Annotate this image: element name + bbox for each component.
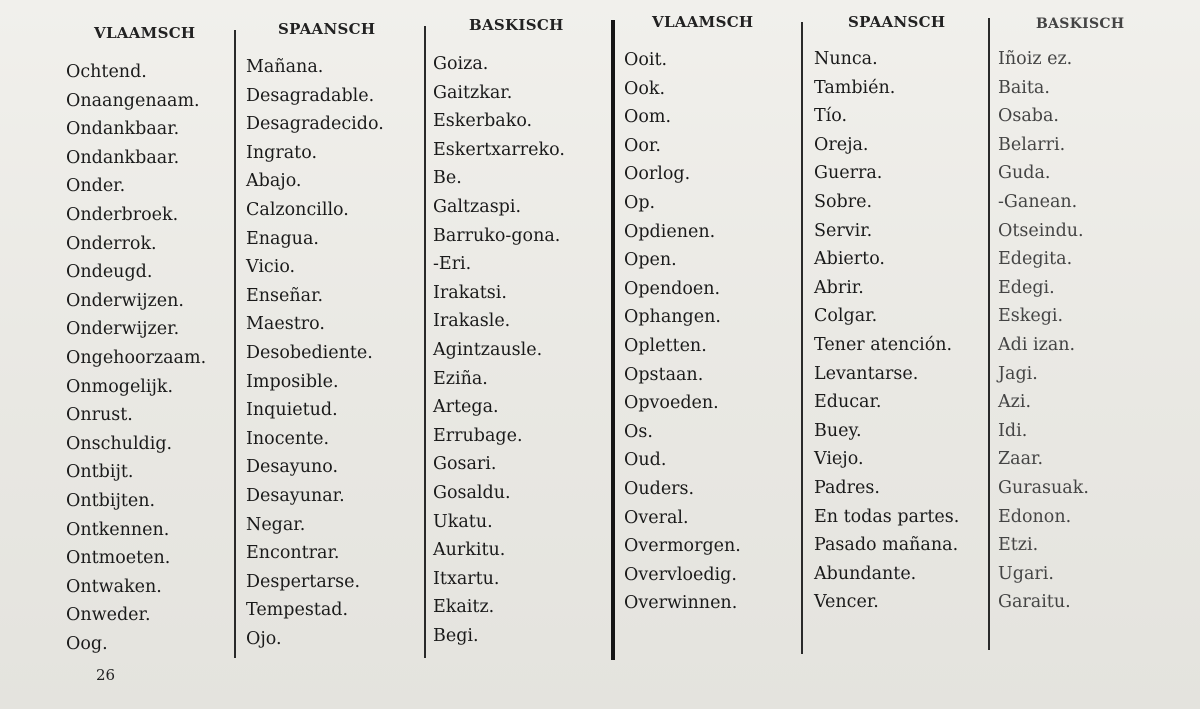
word-entry: Ekaitz. bbox=[433, 597, 495, 618]
word-entry: Onderbroek. bbox=[66, 204, 179, 225]
word-entry: Ondankbaar. bbox=[66, 119, 180, 140]
word-entry: También. bbox=[814, 77, 896, 98]
word-entry: Educar. bbox=[814, 392, 882, 413]
word-entry: Gaitzkar. bbox=[433, 82, 513, 103]
word-entry: Viejo. bbox=[814, 449, 864, 470]
word-entry: Ontwaken. bbox=[66, 576, 162, 597]
word-entry: Encontrar. bbox=[246, 543, 340, 564]
word-entry: Colgar. bbox=[814, 306, 878, 327]
word-entry: Zaar. bbox=[998, 449, 1044, 470]
word-entry: Oud. bbox=[624, 450, 667, 471]
word-entry: Barruko-gona. bbox=[433, 225, 561, 246]
word-entry: Opendoen. bbox=[624, 278, 721, 299]
word-entry: Ongehoorzaam. bbox=[66, 347, 207, 368]
word-entry: Be. bbox=[433, 168, 462, 189]
word-entry: Jagi. bbox=[998, 363, 1038, 384]
column-divider bbox=[988, 18, 990, 650]
word-entry: Ondeugd. bbox=[66, 262, 153, 283]
word-entry: Desagradecido. bbox=[246, 114, 384, 135]
column-divider bbox=[234, 30, 236, 658]
word-entry: Ingrato. bbox=[246, 142, 318, 163]
word-entry: Onderwijzer. bbox=[66, 319, 180, 340]
word-entry: Sobre. bbox=[814, 191, 873, 212]
word-entry: Begi. bbox=[433, 625, 479, 646]
word-entry: Op. bbox=[624, 192, 656, 213]
word-entry: Enagua. bbox=[246, 228, 319, 249]
word-entry: Errubage. bbox=[433, 425, 523, 446]
word-entry: Oreja. bbox=[814, 134, 869, 155]
column-header: VLAAMSCH bbox=[652, 13, 754, 31]
word-entry: Enseñar. bbox=[246, 285, 324, 306]
word-entry: Oog. bbox=[66, 633, 108, 654]
word-entry: Etzi. bbox=[998, 535, 1039, 556]
word-entry: Onderwijzen. bbox=[66, 290, 184, 311]
word-entry: Ophangen. bbox=[624, 307, 721, 328]
column-header: BASKISCH bbox=[1036, 16, 1125, 32]
word-entry: Ojo. bbox=[246, 628, 282, 649]
word-entry: Desobediente. bbox=[246, 342, 373, 363]
word-entry: Guerra. bbox=[814, 163, 883, 184]
word-entry: Onderrok. bbox=[66, 233, 157, 254]
word-entry: Despertarse. bbox=[246, 571, 361, 592]
word-entry: Oom. bbox=[624, 107, 672, 128]
word-entry: Ukatu. bbox=[433, 511, 493, 532]
word-list bbox=[998, 45, 1089, 617]
word-entry: Ontbijt. bbox=[66, 462, 134, 483]
word-entry: Belarri. bbox=[998, 134, 1066, 155]
word-entry: Gurasuak. bbox=[998, 477, 1089, 498]
word-entry: Ontbijten. bbox=[66, 490, 156, 511]
word-entry: Servir. bbox=[814, 220, 873, 241]
word-entry: Levantarse. bbox=[814, 363, 919, 384]
word-entry: Gosari. bbox=[433, 454, 497, 475]
page-number: 26 bbox=[96, 666, 116, 684]
word-entry: Ochtend. bbox=[66, 62, 147, 82]
word-entry: Galtzaspi. bbox=[433, 196, 522, 217]
word-entry: Calzoncillo. bbox=[246, 199, 349, 220]
column-divider bbox=[801, 22, 803, 654]
word-entry: Nunca. bbox=[814, 49, 878, 69]
word-entry: Overwinnen. bbox=[624, 593, 738, 614]
word-entry: Iñoiz ez. bbox=[998, 49, 1073, 69]
word-entry: Agintzausle. bbox=[433, 339, 543, 360]
word-list bbox=[624, 46, 741, 618]
word-entry: Padres. bbox=[814, 477, 880, 498]
word-entry: Aurkitu. bbox=[433, 540, 506, 561]
word-list bbox=[246, 53, 384, 653]
word-entry: En todas partes. bbox=[814, 506, 960, 527]
word-entry: Opstaan. bbox=[624, 364, 704, 385]
word-entry: Open. bbox=[624, 250, 677, 271]
word-entry: Ontkennen. bbox=[66, 519, 170, 540]
word-entry: Ooit. bbox=[624, 50, 668, 70]
word-entry: Abrir. bbox=[814, 277, 864, 298]
word-entry: Tío. bbox=[814, 106, 848, 127]
word-entry: Osaba. bbox=[998, 106, 1059, 127]
word-entry: Onweder. bbox=[66, 605, 151, 626]
word-entry: Garaitu. bbox=[998, 592, 1071, 613]
word-entry: Opvoeden. bbox=[624, 393, 719, 414]
word-entry: Idi. bbox=[998, 420, 1028, 441]
word-entry: Eziña. bbox=[433, 368, 488, 389]
word-list bbox=[66, 58, 206, 658]
word-entry: Onmogelijk. bbox=[66, 376, 174, 397]
word-entry: Os. bbox=[624, 421, 653, 442]
word-entry: Ugari. bbox=[998, 563, 1054, 584]
word-entry: Irakasle. bbox=[433, 311, 511, 332]
word-entry: Abierto. bbox=[814, 249, 885, 270]
word-entry: Desagradable. bbox=[246, 85, 375, 106]
column-header: SPAANSCH bbox=[848, 13, 946, 31]
word-entry: Onder. bbox=[66, 176, 126, 197]
word-entry: Adi izan. bbox=[998, 334, 1076, 355]
word-entry: Desayunar. bbox=[246, 485, 345, 506]
word-entry: -Eri. bbox=[433, 254, 472, 275]
word-entry: Pasado mañana. bbox=[814, 535, 959, 556]
word-entry: Overvloedig. bbox=[624, 564, 737, 585]
word-entry: Ouders. bbox=[624, 478, 695, 499]
column-header: VLAAMSCH bbox=[94, 24, 196, 42]
word-entry: Inquietud. bbox=[246, 400, 338, 421]
word-entry: Artega. bbox=[433, 397, 499, 418]
word-entry: Desayuno. bbox=[246, 457, 339, 478]
word-entry: Inocente. bbox=[246, 428, 330, 449]
word-entry: Baita. bbox=[998, 77, 1050, 98]
word-entry: Onaangenaam. bbox=[66, 90, 200, 111]
word-entry: Gosaldu. bbox=[433, 482, 511, 503]
word-entry: Azi. bbox=[998, 392, 1032, 413]
word-entry: Oorlog. bbox=[624, 164, 691, 185]
word-entry: Ondankbaar. bbox=[66, 147, 180, 168]
word-entry: Itxartu. bbox=[433, 568, 500, 589]
word-entry: Eskertxarreko. bbox=[433, 139, 565, 160]
word-entry: Onschuldig. bbox=[66, 433, 173, 454]
word-list bbox=[814, 45, 959, 617]
word-entry: Vencer. bbox=[814, 592, 879, 613]
word-entry: Edegita. bbox=[998, 249, 1073, 270]
word-list bbox=[433, 50, 565, 650]
word-entry: Abajo. bbox=[246, 171, 302, 192]
word-entry: Overal. bbox=[624, 507, 689, 528]
word-entry: Tempestad. bbox=[246, 600, 349, 621]
word-entry: Abundante. bbox=[814, 563, 917, 584]
word-entry: Maestro. bbox=[246, 314, 325, 335]
column-divider bbox=[424, 26, 426, 658]
word-entry: Edonon. bbox=[998, 506, 1072, 527]
word-entry: Opdienen. bbox=[624, 221, 716, 242]
word-entry: Negar. bbox=[246, 514, 306, 535]
word-entry: Edegi. bbox=[998, 277, 1055, 298]
column-header: SPAANSCH bbox=[278, 20, 376, 38]
word-entry: -Ganean. bbox=[998, 191, 1078, 212]
word-entry: Eskerbako. bbox=[433, 111, 533, 132]
word-entry: Goiza. bbox=[433, 54, 489, 74]
word-entry: Ook. bbox=[624, 78, 666, 99]
word-entry: Opletten. bbox=[624, 335, 707, 356]
word-entry: Otseindu. bbox=[998, 220, 1084, 241]
word-entry: Overmorgen. bbox=[624, 536, 741, 557]
word-entry: Eskegi. bbox=[998, 306, 1064, 327]
word-entry: Mañana. bbox=[246, 57, 324, 77]
word-entry: Irakatsi. bbox=[433, 282, 507, 303]
word-entry: Tener atención. bbox=[814, 334, 953, 355]
word-entry: Ontmoeten. bbox=[66, 548, 171, 569]
word-entry: Oor. bbox=[624, 135, 661, 156]
column-header: BASKISCH bbox=[469, 16, 564, 34]
table-divider bbox=[611, 20, 615, 660]
word-entry: Guda. bbox=[998, 163, 1051, 184]
word-entry: Onrust. bbox=[66, 405, 133, 426]
word-entry: Imposible. bbox=[246, 371, 339, 392]
word-entry: Vicio. bbox=[246, 257, 296, 278]
word-entry: Buey. bbox=[814, 420, 862, 441]
